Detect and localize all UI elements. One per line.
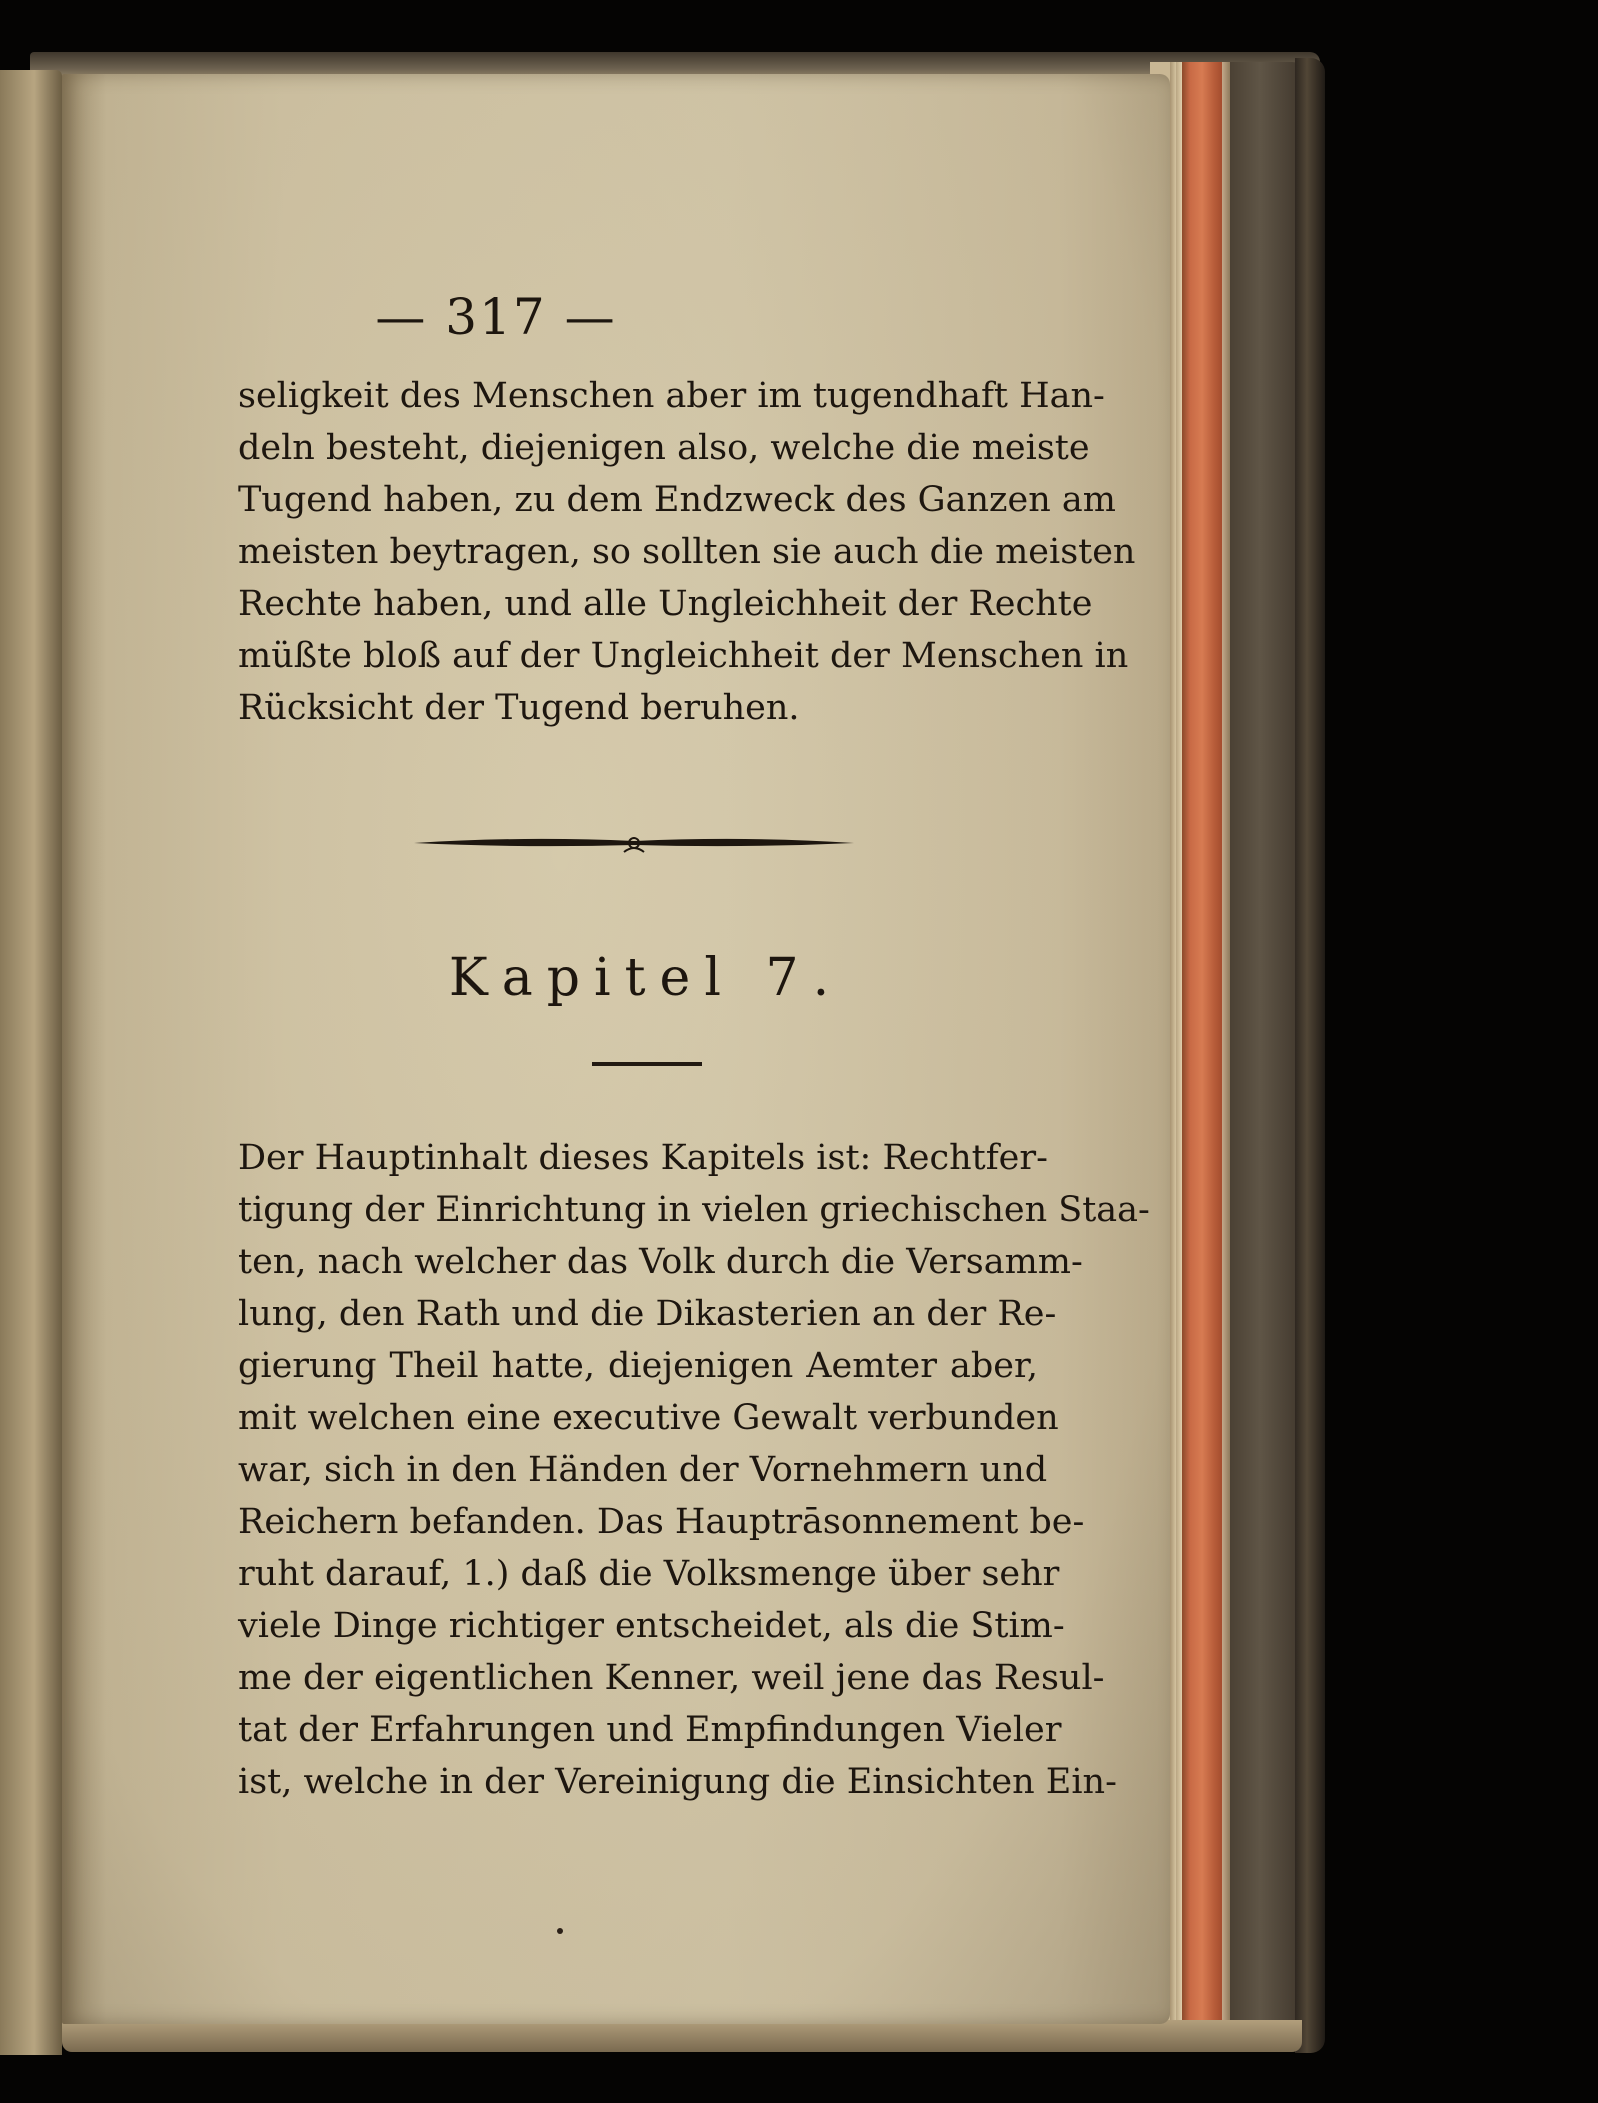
text-line: war, sich in den Händen der Vornehmern und <box>238 1450 1048 1490</box>
ink-speck <box>557 1928 563 1934</box>
text-line: tigung der Einrichtung in vielen griechischen Staa- <box>238 1190 1150 1230</box>
text-line: meisten beytragen, so sollten sie auch die meisten <box>238 532 1136 572</box>
text-line: me der eigentlichen Kenner, weil jene das Resul- <box>238 1658 1105 1698</box>
text-line: Reichern befanden. Das Hauptrāsonnement be- <box>238 1502 1085 1542</box>
text-line: müßte bloß auf der Ungleichheit der Menschen in <box>238 636 1129 676</box>
text-line: ruht darauf, 1.) daß die Volksmenge über sehr <box>238 1554 1060 1594</box>
text-line: Rechte haben, und alle Ungleichheit der Rechte <box>238 584 1093 624</box>
text-line: gierung Theil hatte, diejenigen Aemter aber, <box>238 1346 1038 1386</box>
book-cover-edge <box>1295 58 1325 2053</box>
book-page <box>62 74 1170 2024</box>
text-line: Rücksicht der Tugend beruhen. <box>238 688 800 728</box>
text-line: lung, den Rath und die Dikasterien an der Re- <box>238 1294 1057 1334</box>
text-line: Tugend haben, zu dem Endzweck des Ganzen am <box>238 480 1116 520</box>
text-line: viele Dinge richtiger entscheidet, als die Stim- <box>238 1606 1065 1646</box>
chapter-title: Kapitel 7. <box>448 948 844 1008</box>
ornament-divider <box>412 830 856 856</box>
book-bottom-edge <box>62 2020 1302 2052</box>
facing-page-edge <box>0 70 62 2055</box>
text-line: ist, welche in der Vereinigung die Einsichten Ein- <box>238 1762 1117 1802</box>
text-line: ten, nach welcher das Volk durch die Versamm- <box>238 1242 1083 1282</box>
text-line: Der Hauptinhalt dieses Kapitels ist: Rechtfer- <box>238 1138 1048 1178</box>
text-line: mit welchen eine executive Gewalt verbunden <box>238 1398 1059 1438</box>
text-line: seligkeit des Menschen aber im tugendhaft Han- <box>238 376 1105 416</box>
page-number: — 317 — <box>375 288 617 346</box>
text-line: tat der Erfahrungen und Empfindungen Vieler <box>238 1710 1062 1750</box>
chapter-rule <box>592 1062 702 1066</box>
page-stack-edge <box>1150 62 1310 2047</box>
text-line: deln besteht, diejenigen also, welche die meiste <box>238 428 1090 468</box>
